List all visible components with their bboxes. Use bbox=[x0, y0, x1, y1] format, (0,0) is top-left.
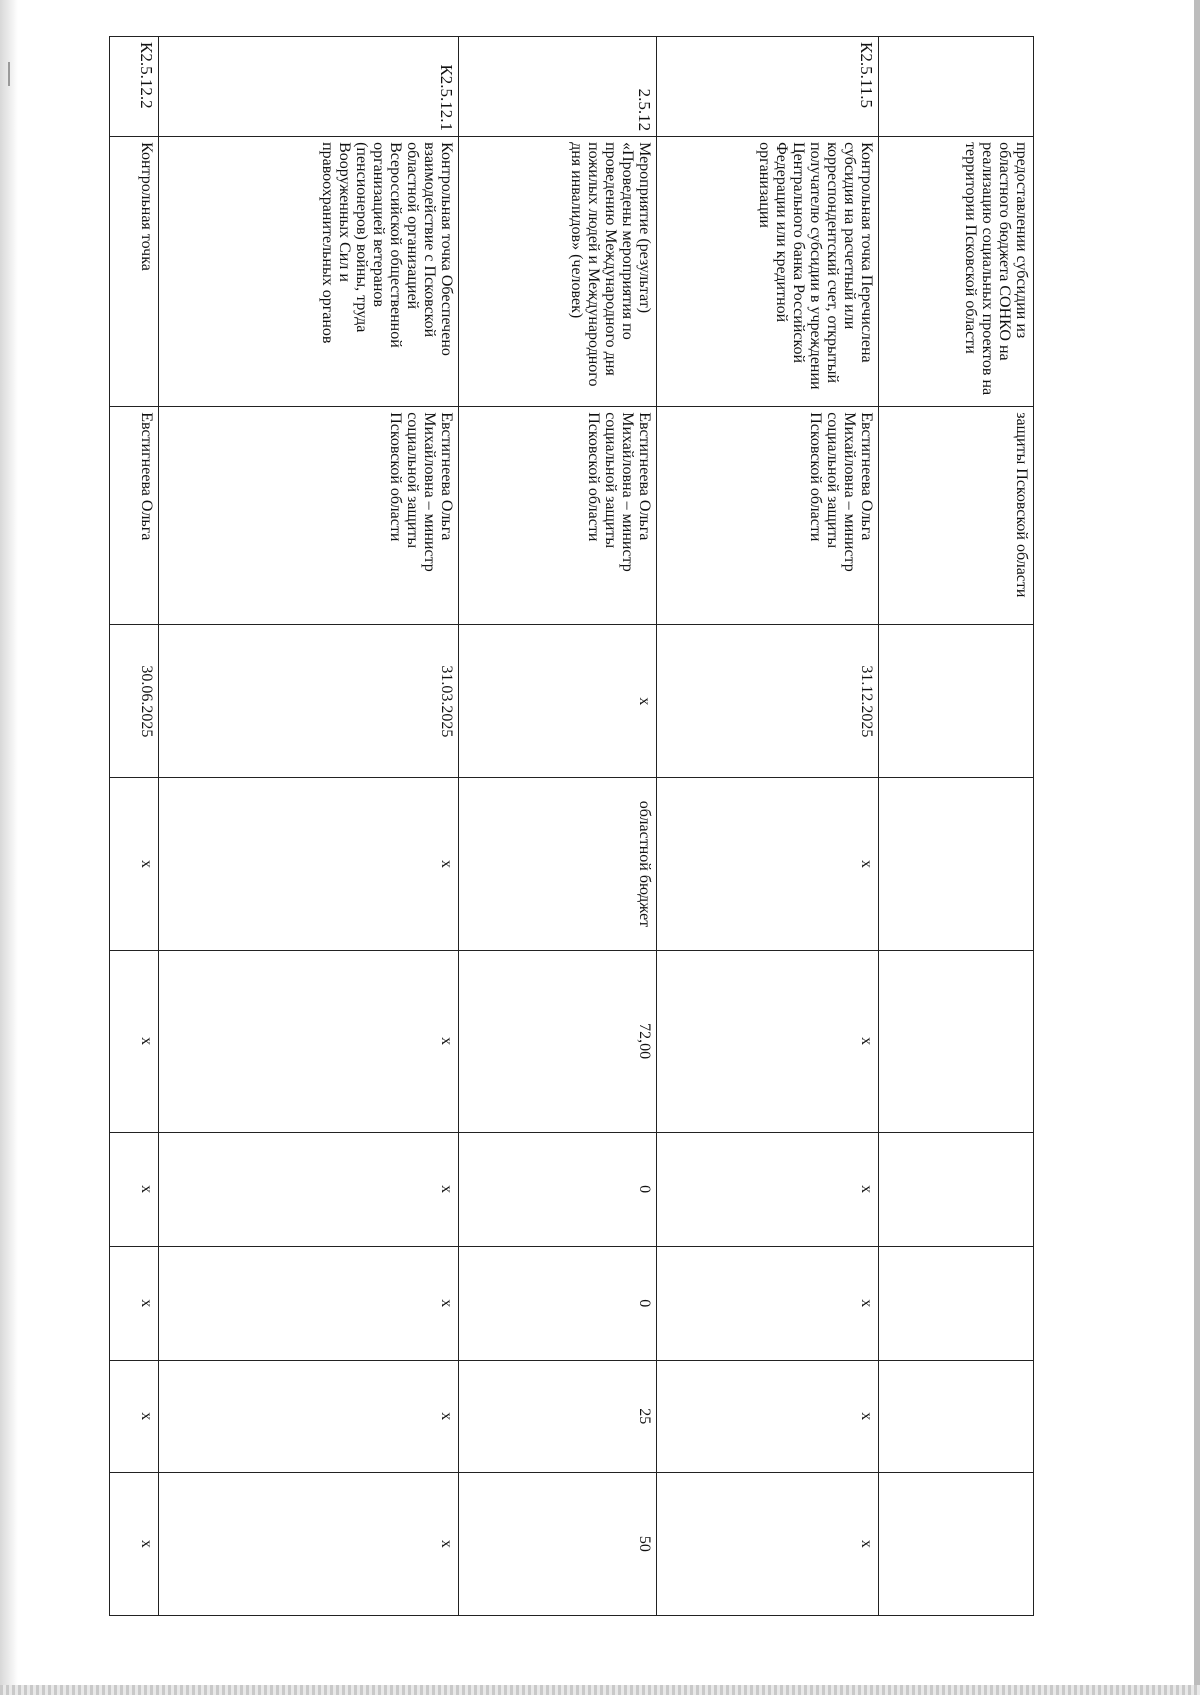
scan-edge-left bbox=[0, 0, 18, 1695]
row-value-5: x bbox=[657, 1472, 879, 1615]
row-source: областной бюджет bbox=[459, 778, 657, 950]
table-row bbox=[159, 37, 459, 1616]
row-name: Мероприятие (результат) «Проведены мероприятия по проведению Международного дня пожилых людей и Международного дня инвалидов» (человек) bbox=[459, 137, 657, 407]
row-date: 31.12.2025 bbox=[657, 625, 879, 778]
row-code: К2.5.11.5 bbox=[657, 37, 879, 137]
row-value-4: 25 bbox=[459, 1360, 657, 1472]
row-date: 31.03.2025 bbox=[159, 625, 459, 778]
scan-mark bbox=[8, 62, 10, 86]
row-value-1: 72,00 bbox=[459, 950, 657, 1132]
row-value-4 bbox=[879, 1360, 1034, 1472]
row-source: x bbox=[159, 778, 459, 950]
row-responsible: Евстигнеева Ольга bbox=[110, 407, 159, 625]
row-value-1: x bbox=[159, 950, 459, 1132]
row-source: x bbox=[110, 778, 159, 950]
scan-edge-bottom bbox=[0, 1685, 1200, 1695]
document-page bbox=[110, 36, 1034, 1616]
row-value-1 bbox=[879, 950, 1034, 1132]
row-value-2 bbox=[879, 1132, 1034, 1246]
row-value-1: x bbox=[110, 950, 159, 1132]
row-date: 30.06.2025 bbox=[110, 625, 159, 778]
row-value-5: 50 bbox=[459, 1472, 657, 1615]
row-responsible: Евстигнеева Ольга Михайловна – министр социальной защиты Псковской области bbox=[459, 407, 657, 625]
table-row bbox=[657, 37, 879, 1616]
row-value-3: x bbox=[159, 1246, 459, 1360]
table-row bbox=[110, 37, 159, 1616]
row-value-5: x bbox=[159, 1472, 459, 1615]
row-responsible: защиты Псковской области bbox=[879, 407, 1034, 625]
row-name: предоставлении субсидии из областного бюджета СОНКО на реализацию социальных проектов на территории Псковской области bbox=[879, 137, 1034, 407]
row-date: x bbox=[459, 625, 657, 778]
row-code bbox=[879, 37, 1034, 137]
row-value-3 bbox=[879, 1246, 1034, 1360]
row-value-4: x bbox=[657, 1360, 879, 1472]
row-value-5 bbox=[879, 1472, 1034, 1615]
row-value-3: x bbox=[110, 1246, 159, 1360]
row-code: К2.5.12.1 bbox=[159, 37, 459, 137]
row-value-2: x bbox=[657, 1132, 879, 1246]
row-value-2: 0 bbox=[459, 1132, 657, 1246]
row-value-5: x bbox=[110, 1472, 159, 1615]
row-date bbox=[879, 625, 1034, 778]
row-responsible: Евстигнеева Ольга Михайловна – министр социальной защиты Псковской области bbox=[657, 407, 879, 625]
plan-table bbox=[109, 36, 1034, 1616]
row-value-3: 0 bbox=[459, 1246, 657, 1360]
row-code: К2.5.12.2 bbox=[110, 37, 159, 137]
row-name: Контрольная точка Обеспечено взаимодействие с Псковской областной организацией Всероссийской общественной организацией ветеранов (пенсионеров) войны, труда Вооруженных Сил и правоохранительных органов bbox=[159, 137, 459, 407]
row-value-2: x bbox=[110, 1132, 159, 1246]
row-name: Контрольная точка bbox=[110, 137, 159, 407]
row-value-4: x bbox=[159, 1360, 459, 1472]
row-value-3: x bbox=[657, 1246, 879, 1360]
row-responsible: Евстигнеева Ольга Михайловна – министр социальной защиты Псковской области bbox=[159, 407, 459, 625]
table-row bbox=[879, 37, 1034, 1616]
row-value-4: x bbox=[110, 1360, 159, 1472]
table-row bbox=[459, 37, 657, 1616]
row-value-1: x bbox=[657, 950, 879, 1132]
row-value-2: x bbox=[159, 1132, 459, 1246]
scan-edge-right bbox=[1194, 0, 1200, 1695]
row-source: x bbox=[657, 778, 879, 950]
row-code: 2.5.12 bbox=[459, 37, 657, 137]
row-source bbox=[879, 778, 1034, 950]
row-name: Контрольная точка Перечислена субсидия на расчетный или корреспондентский счет, открытый получателю субсидии в учреждении Центрального банка Российской Федерации или кредитной организации bbox=[657, 137, 879, 407]
